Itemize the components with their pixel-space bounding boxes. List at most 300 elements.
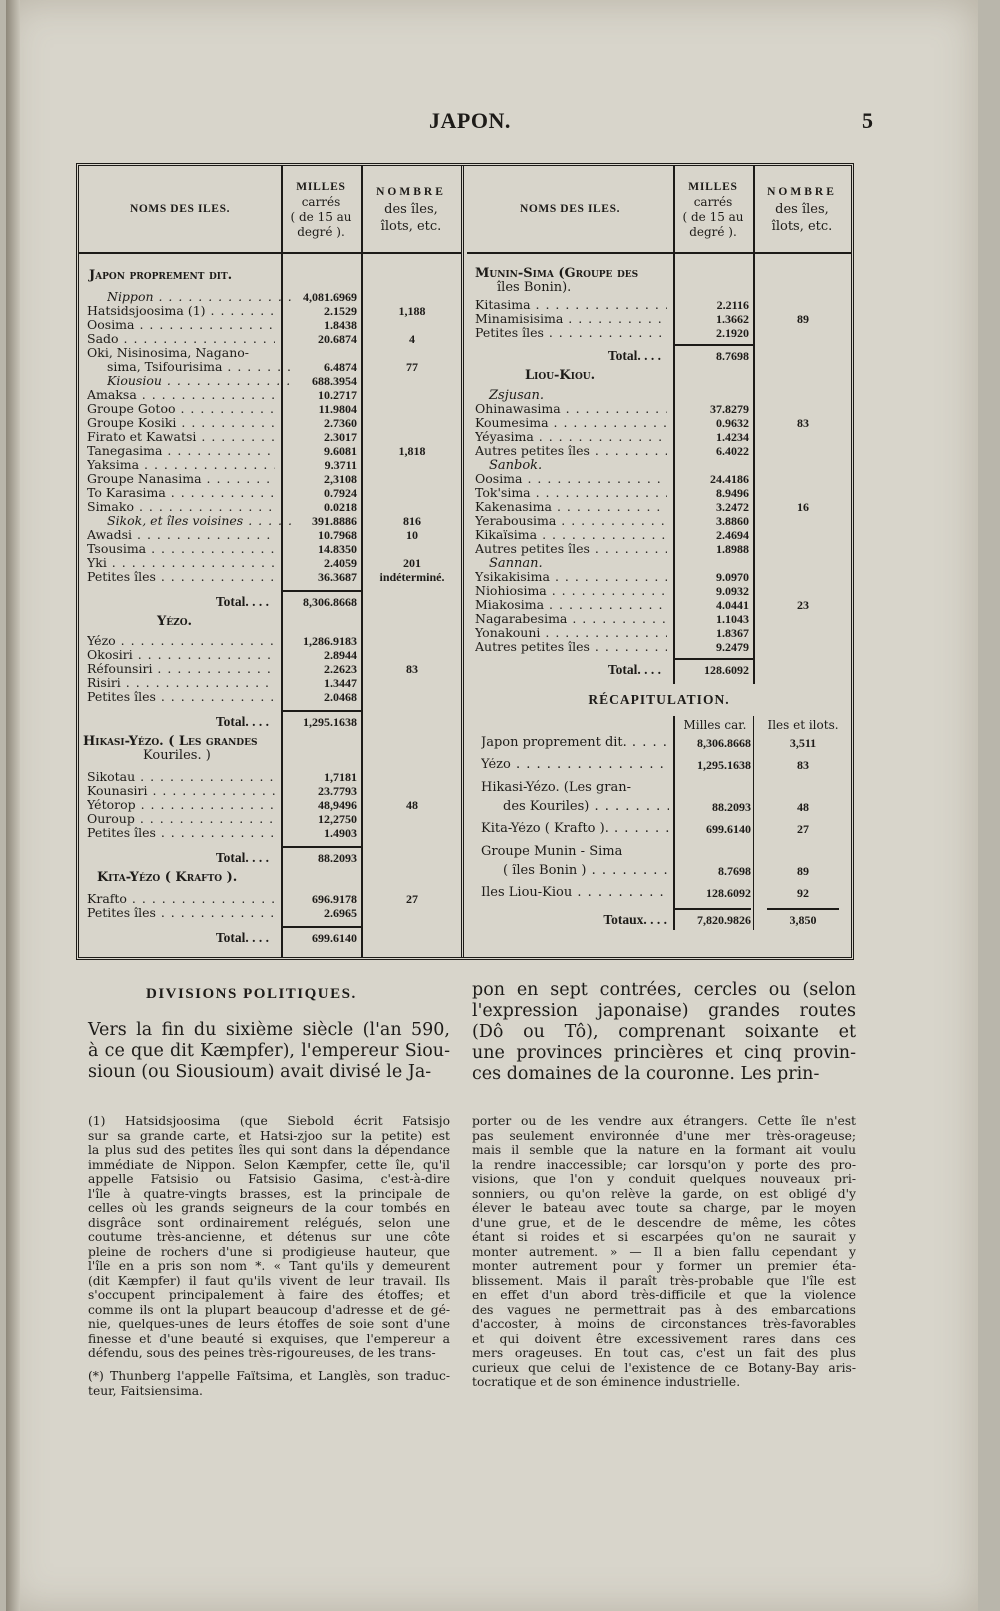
island-count: 816 (403, 514, 421, 528)
area-miles: 4,081.6969 (303, 290, 357, 304)
footnote-right (472, 1114, 856, 1390)
table-row (79, 430, 461, 444)
text-line: d'une grue, et de le descendre de même, les côtes (472, 1215, 856, 1230)
recap-miles: 699.6140 (706, 822, 751, 836)
header-miles-line: ( de 15 au (290, 209, 352, 224)
table-row (79, 402, 461, 416)
island-name: Groupe Nanasima . . . (87, 472, 275, 486)
island-name: Niohiosima . . . (475, 584, 667, 598)
text-line: appelle Fatsisio ou Fatsisio Gasima, c'est-à-dire (88, 1172, 450, 1186)
island-name: Yaksima . . . (87, 458, 275, 472)
text-line: curieux que celui de l'existence de ce Botany-Bay aris- (472, 1360, 856, 1375)
table-row (79, 304, 461, 318)
text-line: blissement. Mais il paraît très-probable que l'île est (472, 1273, 856, 1288)
text-line: monter autrement pour y former un premier éta- (472, 1259, 856, 1273)
table-row (79, 662, 461, 676)
area-miles: 688.3954 (312, 374, 357, 388)
island-name: sima, Tsifourisima . . . (107, 360, 295, 374)
island-name: Petites îles . . . (87, 826, 275, 840)
island-count: 27 (406, 892, 418, 906)
island-count: 77 (406, 360, 418, 374)
area-miles: 696.9178 (312, 892, 357, 906)
table-row (467, 472, 851, 486)
recap-title: RÉCAPITULATION. (588, 692, 730, 707)
island-name: Petites îles . . . (87, 570, 275, 584)
island-name: Tsousima . . . (87, 542, 275, 556)
recap-col-miles: Milles car. (683, 718, 747, 732)
area-miles: 2.2623 (324, 662, 357, 676)
area-miles: 9.6081 (324, 444, 357, 458)
island-name: Nagarabesima . . . (475, 612, 667, 626)
island-count: 16 (797, 500, 809, 514)
islands-table (76, 163, 854, 960)
header-miles-line: degré ). (297, 224, 345, 239)
text-line: Vers la fin du sixième siècle (l'an 590, (88, 1020, 450, 1040)
island-name: Kounasiri . . . (87, 784, 275, 798)
recap-name: ( îles Bonin ) . . . (503, 864, 669, 878)
recap-divider (753, 716, 754, 930)
island-name: Ysikakisima . . . (475, 570, 667, 584)
island-name: Yerabousima . . . (475, 514, 667, 528)
area-miles: 2.3017 (324, 430, 357, 444)
table-row (79, 542, 461, 556)
island-name: Sikok, et îles voisines . . . (107, 514, 295, 528)
recap-count: 89 (797, 864, 809, 878)
area-miles: 11.9804 (318, 402, 357, 416)
table-row (467, 612, 851, 626)
total-value: 8,306.8668 (303, 595, 357, 609)
area-miles: 1.3447 (324, 676, 357, 690)
totals-miles: 7,820.9826 (697, 913, 751, 927)
island-count: 83 (406, 662, 418, 676)
text-line: finesse et d'une beauté si exquises, que l'empereur a (88, 1331, 450, 1346)
text-line: immédiate de Nippon. Selon Kæmpfer, cette île, qu'il (88, 1157, 450, 1172)
area-miles: 12,2750 (318, 812, 357, 826)
table-row (79, 570, 461, 584)
area-miles: 14.8350 (318, 542, 357, 556)
table-row (467, 514, 851, 528)
text-line: (*) Thunberg l'appelle Faïtsima, et Langlès, son traduc- (88, 1369, 450, 1383)
area-miles: 8.9496 (716, 486, 749, 500)
island-name: Firato et Kawatsi . . . (87, 430, 275, 444)
total-label: Total. . . . (215, 594, 269, 609)
island-name: Minamisisima . . . (475, 312, 667, 326)
header-miles-line: MILLES (688, 180, 738, 193)
table-row (467, 640, 851, 654)
total-rule (281, 590, 361, 592)
header-count-line: îlots, etc. (380, 219, 442, 234)
table-row (79, 634, 461, 648)
island-name: Krafto . . . (87, 892, 275, 906)
area-miles: 1,7181 (324, 770, 357, 784)
recap-row (467, 758, 851, 772)
page-number: 5 (862, 108, 873, 133)
area-miles: 48,9496 (318, 798, 357, 812)
total-label: Total. . . . (215, 930, 269, 945)
area-miles: 2,3108 (324, 472, 357, 486)
island-name: Yki . . . (87, 556, 275, 570)
island-count: 83 (797, 416, 809, 430)
island-name: Sikotau . . . (87, 770, 275, 784)
total-value: 88.2093 (318, 851, 357, 865)
area-miles: 1.1043 (716, 612, 749, 626)
island-count: 201 (403, 556, 421, 570)
table-row (79, 388, 461, 402)
recap-row (467, 822, 851, 836)
text-line: et qui doivent être excessivement rares dans ces (472, 1331, 856, 1346)
table-row (79, 514, 461, 528)
table-row (79, 690, 461, 704)
header-count (361, 166, 461, 254)
body-paragraph-right (472, 980, 856, 1085)
area-miles: 391.8886 (312, 514, 357, 528)
island-name: Petites îles . . . (87, 690, 275, 704)
table-row (79, 556, 461, 570)
table-row (79, 528, 461, 542)
table-row (79, 416, 461, 430)
table-row (79, 812, 461, 826)
header-count (753, 166, 851, 254)
recap-miles: 8,306.8668 (697, 736, 751, 750)
table-row (79, 360, 461, 374)
header-miles-line: carrés (693, 194, 733, 209)
island-name: Okosiri . . . (87, 648, 275, 662)
header-count-line: des îles, (775, 202, 829, 217)
text-line: d'accoster, à moins de circonstances très-favorables (472, 1317, 856, 1331)
table-row (467, 570, 851, 584)
recap-name: Yézo . . . (481, 758, 669, 772)
island-count: 48 (406, 798, 418, 812)
island-name: Yéyasima . . . (475, 430, 667, 444)
island-name: Simako . . . (87, 500, 275, 514)
text-line: s'occupent principalement à faire des étoffes; et (88, 1288, 450, 1302)
island-name: Amaksa . . . (87, 388, 275, 402)
island-count: indéterminé. (379, 570, 445, 584)
text-line: défendu, sous des peines très-rigoureuses, de les trans- (88, 1346, 436, 1360)
text-line: la rendre inaccessible; car lorsqu'on y porte des pro- (472, 1157, 856, 1172)
page-header (6, 108, 978, 138)
text-line: l'île en a pris son nom *. « Tant qu'ils y demeurent (88, 1259, 450, 1273)
section-title: Munin-Sima (Groupe des (475, 266, 639, 281)
text-line: pas seulement environnée d'une mer très-orageuse; (472, 1128, 856, 1143)
area-miles: 0.7924 (324, 486, 357, 500)
text-line: comme ils ont la plupart beaucoup d'adresse et de gé- (88, 1302, 450, 1317)
area-miles: 9.3711 (324, 458, 357, 472)
area-miles: 10.2717 (318, 388, 357, 402)
area-miles: 1.8438 (324, 318, 357, 332)
header-names: NOMS DES ILES. (467, 166, 673, 254)
area-miles: 6.4874 (324, 360, 357, 374)
recap-count: 92 (797, 886, 809, 900)
table-row (79, 458, 461, 472)
totals-label: Totaux. . . . (603, 912, 667, 927)
area-miles: 24.4186 (710, 472, 749, 486)
total-label: Total. . . . (215, 850, 269, 865)
area-miles: 20.6874 (318, 332, 357, 346)
text-line: la plus sud des petites îles qui sont dans la dépendance (88, 1143, 450, 1157)
recap-divider (673, 716, 675, 930)
header-miles (673, 166, 753, 254)
header-count-line: îlots, etc. (771, 219, 833, 234)
table-left-half (79, 166, 464, 957)
text-line: étant si roides et si escarpées qu'on ne saurait y (472, 1230, 856, 1244)
section-title: Kouriles. ) (143, 748, 211, 763)
table-row (79, 374, 461, 388)
recap-name: Kita-Yézo ( Krafto ). . . . (481, 822, 669, 836)
total-rule (673, 658, 753, 660)
island-name: Groupe Gotoo . . . (87, 402, 275, 416)
island-name: Kiousiou . . . (107, 374, 295, 388)
area-miles: 6.4022 (716, 444, 749, 458)
recap-row (467, 736, 851, 750)
section-title: Liou-Kiou. (525, 368, 596, 383)
table-row (79, 318, 461, 332)
island-name: Oosima . . . (475, 472, 667, 486)
text-line: une provinces princières et cinq provin- (472, 1043, 856, 1063)
island-name: Nippon . . . (107, 290, 295, 304)
recap-count: 83 (797, 758, 809, 772)
recap-count: 48 (797, 800, 809, 814)
island-name: Koumesima . . . (475, 416, 667, 430)
text-line: l'expression japonaise) grandes routes (472, 1001, 856, 1021)
header-miles (281, 166, 361, 254)
island-name: Tanegasima . . . (87, 444, 275, 458)
header-miles-line: degré ). (689, 224, 737, 239)
footnote-star (88, 1369, 450, 1398)
text-line: celles où les grands seigneurs de la cour tombés en (88, 1201, 450, 1215)
island-name: Risiri . . . (87, 676, 275, 690)
area-miles: 0.9632 (716, 416, 749, 430)
text-line: à ce que dit Kæmpfer), l'empereur Siou- (88, 1041, 450, 1061)
island-name: Kakenasima . . . (475, 500, 667, 514)
section-title: Yézo. (157, 614, 193, 629)
page-binding (6, 0, 20, 1611)
table-row (467, 500, 851, 514)
header-miles-line: ( de 15 au (682, 209, 744, 224)
text-line: (dit Kæmpfer) il faut qu'ils vivent de leur travail. Ils (88, 1273, 450, 1288)
area-miles: 23.7793 (318, 784, 357, 798)
text-line: visions, que l'on y conduit quelques nouveaux pri- (472, 1172, 856, 1186)
section-title: Hikasi-Yézo. ( Les grandes (83, 734, 258, 749)
table-row (467, 298, 851, 312)
table-row (467, 626, 851, 640)
header-count-line: NOMBRE (767, 186, 837, 198)
table-row (79, 648, 461, 662)
text-line: tocratique et de son éminence industrielle. (472, 1375, 741, 1389)
area-miles: 1,286.9183 (303, 634, 357, 648)
text-line: (1) Hatsidsjoosima (que Siebold écrit Fatsisjo (88, 1114, 450, 1128)
running-title: JAPON. (429, 108, 511, 133)
area-miles: 1.4903 (324, 826, 357, 840)
recap-count: 3,511 (789, 736, 817, 750)
header-names: NOMS DES ILES. (79, 166, 281, 254)
recap-name: Groupe Munin - Sima (481, 844, 623, 859)
table-row (467, 584, 851, 598)
book-page (6, 0, 978, 1611)
header-count-line: NOMBRE (376, 186, 446, 198)
table-row (467, 402, 851, 416)
recap-row (467, 864, 851, 878)
text-line: mais il semble que la nature en la formant ait voulu (472, 1143, 856, 1157)
total-value: 8.7698 (716, 349, 749, 363)
total-value: 128.6092 (704, 663, 749, 677)
area-miles: 10.7968 (318, 528, 357, 542)
area-miles: 2.1529 (324, 304, 357, 318)
island-count: 4 (409, 332, 415, 346)
header-miles-line: carrés (301, 194, 341, 209)
island-name: Awadsi . . . (87, 528, 275, 542)
table-row (467, 430, 851, 444)
text-line: sioun (ou Siousioum) avait divisé le Ja- (88, 1062, 432, 1082)
section-title: îles Bonin). (497, 280, 572, 295)
table-right-half (467, 166, 851, 957)
area-miles: 2.1920 (716, 326, 749, 340)
recap-name: Iles Liou-Kiou . . . (481, 886, 669, 900)
table-row (79, 826, 461, 840)
text-line: en effet d'un abord très-difficile et que la violence (472, 1288, 856, 1302)
area-miles: 4.0441 (716, 598, 749, 612)
recap-miles: 88.2093 (712, 800, 751, 814)
text-line: mers orageuses. En tout cas, c'est un fait des plus (472, 1346, 856, 1360)
area-miles: 9.2479 (716, 640, 749, 654)
recap-name: Japon proprement dit. . . . (481, 736, 669, 750)
table-row (79, 472, 461, 486)
island-name: Sado . . . (87, 332, 275, 346)
total-value: 699.6140 (312, 931, 357, 945)
text-line: nie, quelques-unes de leurs étoffes de soie sont d'une (88, 1317, 450, 1331)
island-name: Tok'sima . . . (475, 486, 667, 500)
section-title: Japon proprement dit. (89, 268, 233, 283)
recap-name: des Kouriles) . . . (503, 800, 669, 814)
total-rule (673, 344, 753, 346)
island-name: Petites îles . . . (475, 326, 667, 340)
island-name: Oki, Nisinosima, Nagano- (87, 346, 249, 360)
table-row (79, 770, 461, 784)
area-miles: 1.3662 (716, 312, 749, 326)
table-row (79, 332, 461, 346)
text-line: teur, Faitsiensima. (88, 1383, 203, 1398)
island-name: Miakosima . . . (475, 598, 667, 612)
recap-row (467, 800, 851, 814)
recap-col-count: Iles et ilots. (767, 718, 839, 732)
text-line: l'île à quatre-vingts brasses, est la principale de (88, 1186, 450, 1201)
table-row (79, 486, 461, 500)
area-miles: 2.6965 (324, 906, 357, 920)
text-line: pleine de rochers d'une si prodigieuse hauteur, que (88, 1244, 450, 1259)
table-row (79, 784, 461, 798)
area-miles: 3.2472 (716, 500, 749, 514)
area-miles: 1.8988 (716, 542, 749, 556)
recap-row (467, 886, 851, 900)
island-name: Réfounsiri . . . (87, 662, 275, 676)
table-row (79, 892, 461, 906)
footnote-left (88, 1114, 450, 1361)
total-rule (281, 846, 361, 848)
body-paragraph-left (88, 1020, 450, 1083)
area-miles: 2.4694 (716, 528, 749, 542)
area-miles: 9.0970 (716, 570, 749, 584)
island-name: Hatsidsjoosima (1) . . . (87, 304, 275, 318)
island-name: Autres petites îles . . . (475, 640, 667, 654)
island-name: Yétorop . . . (87, 798, 275, 812)
text-line: monter autrement. » — Il a bien fallu cependant y (472, 1244, 856, 1259)
total-rule (675, 908, 751, 910)
island-name: Kitasima . . . (475, 298, 667, 312)
text-line: élever le bateau avec toute sa charge, par le moyen (472, 1201, 856, 1215)
text-line: pon en sept contrées, cercles ou (selon (472, 980, 856, 1000)
island-count: 89 (797, 312, 809, 326)
total-label: Total. . . . (607, 662, 661, 677)
island-count: 10 (406, 528, 418, 542)
island-name: Yézo . . . (87, 634, 275, 648)
island-name: Oosima . . . (87, 318, 275, 332)
area-miles: 2.8944 (324, 648, 357, 662)
table-row (467, 486, 851, 500)
area-miles: 1.4234 (716, 430, 749, 444)
text-line: sur sa grande carte, et Hatsi-zjoo sur la petite) est (88, 1128, 450, 1143)
island-name: Kikaïsima . . . (475, 528, 667, 542)
group-title: Sannan. (489, 556, 543, 571)
total-label: Total. . . . (215, 714, 269, 729)
island-count: 23 (797, 598, 809, 612)
text-line: porter ou de les vendre aux étrangers. Cette île n'est (472, 1114, 856, 1128)
group-title: Sanbok. (489, 458, 543, 473)
table-row (79, 676, 461, 690)
area-miles: 2.4059 (324, 556, 357, 570)
area-miles: 3.8860 (716, 514, 749, 528)
recap-miles: 8.7698 (718, 864, 751, 878)
total-rule (281, 710, 361, 712)
island-name: Ohinawasima . . . (475, 402, 667, 416)
table-row (79, 290, 461, 304)
total-rule (767, 908, 839, 910)
table-row (79, 444, 461, 458)
section-heading: DIVISIONS POLITIQUES. (146, 986, 357, 1002)
table-row (467, 598, 851, 612)
recap-name: Hikasi-Yézo. (Les gran- (481, 780, 632, 795)
table-row (79, 346, 461, 360)
recap-count: 27 (797, 822, 809, 836)
header-count-line: des îles, (384, 202, 438, 217)
header-miles-line: MILLES (296, 180, 346, 193)
island-name: Autres petites îles . . . (475, 444, 667, 458)
total-value: 1,295.1638 (303, 715, 357, 729)
island-name: Yonakouni . . . (475, 626, 667, 640)
text-line: des vagues ne permettrait pas à des embarcations (472, 1302, 856, 1317)
table-row (79, 798, 461, 812)
area-miles: 2.0468 (324, 690, 357, 704)
area-miles: 2.7360 (324, 416, 357, 430)
island-count: 1,188 (398, 304, 426, 318)
area-miles: 0.0218 (324, 500, 357, 514)
island-name: Autres petites îles . . . (475, 542, 667, 556)
area-miles: 36.3687 (318, 570, 357, 584)
text-line: disgrâce sont ordinairement relégués, selon une (88, 1215, 450, 1230)
area-miles: 1.8367 (716, 626, 749, 640)
island-count: 1,818 (398, 444, 426, 458)
table-row (467, 312, 851, 326)
total-rule (281, 926, 361, 928)
totals-count: 3,850 (789, 913, 817, 927)
total-label: Total. . . . (607, 348, 661, 363)
table-row (467, 416, 851, 430)
area-miles: 9.0932 (716, 584, 749, 598)
table-row (79, 906, 461, 920)
island-name: To Karasima . . . (87, 486, 275, 500)
island-name: Groupe Kosiki . . . (87, 416, 275, 430)
area-miles: 2.2116 (716, 298, 749, 312)
recap-miles: 1,295.1638 (697, 758, 751, 772)
